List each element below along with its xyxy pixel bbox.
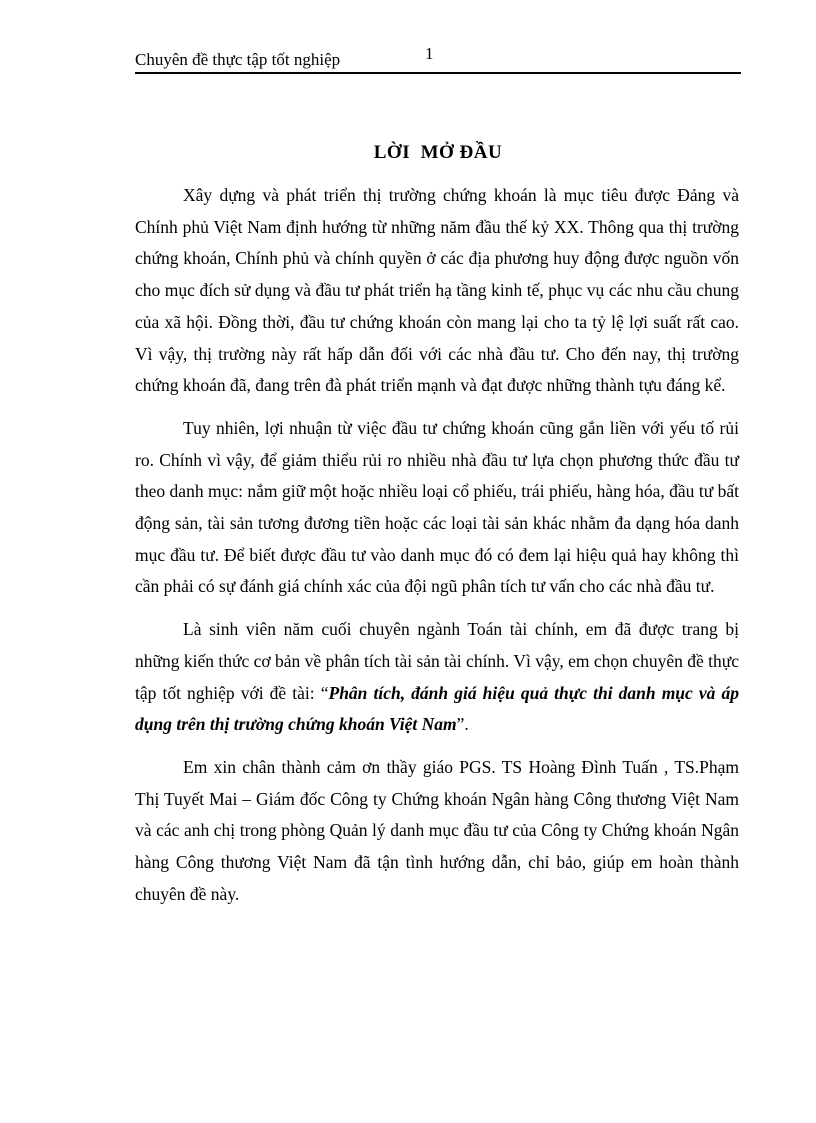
paragraph-4: Em xin chân thành cảm ơn thầy giáo PGS. TS Hoàng Đình Tuấn , TS.Phạm Thị Tuyết Mai – Giám đốc Công ty Chứng khoán Ngân hàng Công thương Việt Nam và các anh chị trong phòng Quản lý danh mục đầu tư của Công ty Chứng khoán Ngân hàng Công thương Việt Nam đã tận tình hướng dẫn, chỉ bảo, giúp em hoàn thành chuyên đề này.	[135, 756, 739, 904]
page-header	[135, 44, 741, 74]
header-title: Chuyên đề thực tập tốt nghiệp	[135, 50, 341, 69]
paragraph-3	[135, 614, 739, 741]
page-number: 1	[425, 44, 434, 63]
document-title: LỜI MỞ ĐẦU	[373, 142, 503, 163]
paragraph-3-end: ”.	[456, 714, 469, 735]
paragraph-1: Xây dựng và phát triển thị trường chứng khoán là mục tiêu được Đảng và Chính phủ Việt Nam định hướng từ những năm đầu thế kỷ XX. Thông qua thị trường chứng khoán, Chính phủ và chính quyền ở các địa phương huy động được nguồn vốn cho mục đích sử dụng và đầu tư phát triển hạ tầng kinh tế, phục vụ các nhu cầu chung của xã hội. Đồng thời, đầu tư chứng khoán còn mang lại cho ta tỷ lệ lợi suất rất cao. Vì vậy, thị trường này rất hấp dẫn đối với các nhà đầu tư. Cho đến nay, thị trường chứng khoán đã, đang trên đà phát triển mạnh và đạt được những thành tựu đáng kể.	[135, 185, 739, 396]
document-body	[135, 180, 739, 910]
thesis-topic: Phân tích, đánh giá hiệu quả thực thi danh mục và áp dụng trên thị trường chứng khoán Việt Nam	[135, 682, 739, 735]
paragraph-2: Tuy nhiên, lợi nhuận từ việc đầu tư chứng khoán cũng gắn liền với yếu tố rủi ro. Chính vì vậy, để giảm thiểu rủi ro nhiều nhà đầu tư lựa chọn phương thức đầu tư theo danh mục: nắm giữ một hoặc nhiều loại cổ phiếu, trái phiếu, hàng hóa, đầu tư bất động sản, tài sản tương đương tiền hoặc các loại tài sản khác nhằm đa dạng hóa danh mục đầu tư. Để biết được đầu tư vào danh mục đó có đem lại hiệu quả hay không thì cần phải có sự đánh giá chính xác của đội ngũ phân tích tư vấn cho các nhà đầu tư.	[135, 417, 739, 597]
paragraph-3-intro: Là sinh viên năm cuối chuyên ngành Toán tài chính, em đã được trang bị những kiến thức cơ bản về phân tích tài sản tài chính. Vì vậy, em chọn chuyên đề thực tập tốt nghiệp với đề tài: “	[135, 619, 739, 703]
